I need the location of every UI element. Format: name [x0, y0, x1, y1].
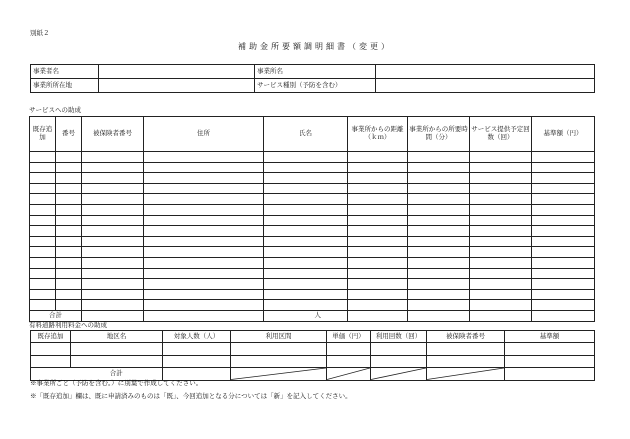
total-cell-amount[interactable] [532, 310, 595, 321]
diagonal-strike-icon [327, 368, 370, 380]
service-cell[interactable] [408, 215, 470, 226]
service-cell[interactable] [408, 194, 470, 205]
header-address: 住所 [144, 117, 264, 152]
service-cell[interactable] [532, 247, 595, 258]
service-cell[interactable] [144, 173, 264, 184]
service-cell[interactable] [470, 279, 532, 290]
header-travel-time: 事業所からの所要時間（分） [408, 117, 470, 152]
service-cell[interactable] [56, 300, 82, 311]
service-cell[interactable] [56, 279, 82, 290]
service-row [30, 162, 595, 173]
service-row [30, 289, 595, 300]
service-cell[interactable] [264, 300, 348, 311]
toll-road-subsidy-table [30, 330, 595, 381]
service-cell[interactable] [82, 173, 144, 184]
service-type-label: サービス種別（予防を含む） [255, 79, 376, 93]
service-cell[interactable] [532, 300, 595, 311]
road-cell[interactable] [371, 355, 427, 368]
header-number: 番号 [56, 117, 82, 152]
service-cell[interactable] [408, 152, 470, 163]
service-cell[interactable] [532, 204, 595, 215]
service-cell[interactable] [348, 236, 408, 247]
info-row-location [31, 79, 595, 93]
service-cell[interactable] [532, 183, 595, 194]
service-cell[interactable] [82, 162, 144, 173]
office-address-field[interactable] [99, 79, 255, 93]
service-cell[interactable] [56, 194, 82, 205]
service-row [30, 194, 595, 205]
total-cell-address [144, 310, 264, 321]
service-cell[interactable] [408, 236, 470, 247]
service-cell[interactable] [144, 247, 264, 258]
road-header-area: 地区名 [71, 331, 163, 343]
service-cell[interactable] [264, 226, 348, 237]
service-row [30, 183, 595, 194]
road-total-count-void [371, 368, 427, 381]
road-row [31, 355, 595, 368]
service-cell[interactable] [532, 226, 595, 237]
road-cell[interactable] [427, 355, 505, 368]
service-cell[interactable] [264, 162, 348, 173]
service-row [30, 247, 595, 258]
service-cell[interactable] [82, 236, 144, 247]
service-cell[interactable] [470, 268, 532, 279]
service-cell[interactable] [264, 289, 348, 300]
service-cell[interactable] [264, 152, 348, 163]
service-cell[interactable] [532, 257, 595, 268]
service-cell[interactable] [82, 215, 144, 226]
service-cell[interactable] [408, 268, 470, 279]
service-cell[interactable] [82, 300, 144, 311]
info-row-business [31, 65, 595, 79]
service-cell[interactable] [470, 247, 532, 258]
service-cell[interactable] [30, 194, 56, 205]
service-cell[interactable] [82, 257, 144, 268]
service-cell[interactable] [56, 215, 82, 226]
service-cell[interactable] [408, 162, 470, 173]
header-base-amount: 基準額（円） [532, 117, 595, 152]
service-cell[interactable] [348, 247, 408, 258]
service-cell[interactable] [30, 268, 56, 279]
service-cell[interactable] [30, 247, 56, 258]
service-cell[interactable] [30, 215, 56, 226]
road-cell[interactable] [231, 355, 327, 368]
service-cell[interactable] [144, 226, 264, 237]
service-row [30, 215, 595, 226]
service-cell[interactable] [264, 183, 348, 194]
service-cell[interactable] [30, 173, 56, 184]
road-cell[interactable] [505, 355, 595, 368]
service-cell[interactable] [56, 152, 82, 163]
service-row [30, 300, 595, 311]
header-distance: 事業所からの距離（ｋｍ） [348, 117, 408, 152]
service-cell[interactable] [30, 183, 56, 194]
service-cell[interactable] [470, 236, 532, 247]
service-cell[interactable] [470, 257, 532, 268]
road-cell[interactable] [427, 343, 505, 356]
service-cell[interactable] [532, 236, 595, 247]
service-cell[interactable] [144, 215, 264, 226]
header-insured-number: 被保険者番号 [82, 117, 144, 152]
service-cell[interactable] [56, 183, 82, 194]
service-row [30, 173, 595, 184]
service-type-field[interactable] [376, 79, 595, 93]
header-name: 氏名 [264, 117, 348, 152]
road-cell[interactable] [31, 355, 71, 368]
service-row [30, 268, 595, 279]
road-cell[interactable] [327, 343, 371, 356]
total-cell-time [408, 310, 470, 321]
service-cell[interactable] [82, 247, 144, 258]
service-cell[interactable] [408, 204, 470, 215]
service-cell[interactable] [348, 289, 408, 300]
service-cell[interactable] [532, 152, 595, 163]
service-cell[interactable] [348, 257, 408, 268]
service-cell[interactable] [56, 236, 82, 247]
service-cell[interactable] [144, 204, 264, 215]
service-cell[interactable] [56, 162, 82, 173]
service-cell[interactable] [82, 183, 144, 194]
service-cell[interactable] [56, 247, 82, 258]
service-cell[interactable] [144, 279, 264, 290]
document-title: 補助金所要額調明細書（変更） [238, 42, 392, 51]
business-name-label: 事業者名 [31, 65, 99, 79]
road-cell[interactable] [371, 343, 427, 356]
service-cell[interactable] [144, 194, 264, 205]
diagonal-strike-icon [371, 368, 426, 380]
total-cell-insured [82, 310, 144, 321]
service-row [30, 226, 595, 237]
header-planned-count: サービス提供予定回数（回） [470, 117, 532, 152]
service-cell[interactable] [348, 194, 408, 205]
road-cell[interactable] [327, 355, 371, 368]
service-cell[interactable] [144, 152, 264, 163]
road-header-row [31, 331, 595, 343]
service-cell[interactable] [144, 183, 264, 194]
service-cell[interactable] [348, 268, 408, 279]
service-cell[interactable] [348, 152, 408, 163]
service-total-row [30, 310, 595, 321]
service-cell[interactable] [144, 268, 264, 279]
service-cell[interactable] [532, 194, 595, 205]
service-cell[interactable] [470, 204, 532, 215]
service-cell[interactable] [470, 173, 532, 184]
service-cell[interactable] [82, 204, 144, 215]
road-row [31, 343, 595, 356]
road-total-amount[interactable] [505, 368, 595, 381]
service-cell[interactable] [408, 279, 470, 290]
office-address-label: 事業所所在地 [31, 79, 99, 93]
service-cell[interactable] [348, 226, 408, 237]
service-cell[interactable] [348, 183, 408, 194]
service-cell[interactable] [144, 300, 264, 311]
total-person-unit: 人 [264, 310, 348, 321]
service-cell[interactable] [264, 236, 348, 247]
road-header-people: 対象人数（人） [163, 331, 231, 343]
business-info-table [30, 64, 595, 93]
service-cell[interactable] [470, 183, 532, 194]
service-cell[interactable] [348, 300, 408, 311]
service-cell[interactable] [348, 162, 408, 173]
diagonal-strike-icon [427, 368, 504, 380]
service-cell[interactable] [30, 226, 56, 237]
document-label: 別紙２ [30, 29, 50, 37]
service-cell[interactable] [56, 204, 82, 215]
road-cell[interactable] [71, 355, 163, 368]
service-cell[interactable] [30, 257, 56, 268]
service-cell[interactable] [408, 289, 470, 300]
road-cell[interactable] [163, 343, 231, 356]
service-cell[interactable] [264, 257, 348, 268]
service-cell[interactable] [82, 289, 144, 300]
service-cell[interactable] [470, 215, 532, 226]
service-cell[interactable] [470, 226, 532, 237]
road-total-insured-void [427, 368, 505, 381]
road-header-interval: 利用区間 [231, 331, 327, 343]
service-cell[interactable] [532, 215, 595, 226]
total-cell-count [470, 310, 532, 321]
service-cell[interactable] [264, 215, 348, 226]
service-cell[interactable] [532, 268, 595, 279]
road-header-unit-price: 単価（円） [327, 331, 371, 343]
service-cell[interactable] [144, 257, 264, 268]
service-cell[interactable] [56, 268, 82, 279]
service-cell[interactable] [56, 289, 82, 300]
service-cell[interactable] [532, 173, 595, 184]
road-cell[interactable] [505, 343, 595, 356]
road-section-title: 有料道路利用料金への助成 [29, 321, 107, 329]
service-cell[interactable] [82, 279, 144, 290]
service-cell[interactable] [82, 226, 144, 237]
service-cell[interactable] [532, 289, 595, 300]
road-total-interval-void [231, 368, 327, 381]
service-cell[interactable] [408, 257, 470, 268]
road-cell[interactable] [71, 343, 163, 356]
service-section-title: サービスへの助成 [29, 106, 81, 114]
service-cell[interactable] [30, 300, 56, 311]
service-header-row [30, 117, 595, 152]
service-row [30, 257, 595, 268]
footnote-existing-new: ※「既存追加」欄は、既に申請済みのものは「既」、今回追加となる分については「新」を記入してください。 [30, 392, 352, 400]
service-cell[interactable] [264, 279, 348, 290]
service-row [30, 152, 595, 163]
service-cell[interactable] [532, 279, 595, 290]
service-cell[interactable] [408, 300, 470, 311]
service-cell[interactable] [470, 162, 532, 173]
road-cell[interactable] [163, 355, 231, 368]
service-cell[interactable] [144, 162, 264, 173]
road-total-label: 合計 [71, 368, 163, 381]
service-cell[interactable] [408, 247, 470, 258]
service-cell[interactable] [470, 300, 532, 311]
service-row [30, 204, 595, 215]
service-cell[interactable] [408, 173, 470, 184]
service-cell[interactable] [470, 152, 532, 163]
service-cell[interactable] [144, 236, 264, 247]
service-subsidy-table [29, 116, 595, 322]
service-cell[interactable] [408, 183, 470, 194]
service-cell[interactable] [30, 204, 56, 215]
service-cell[interactable] [56, 257, 82, 268]
service-cell[interactable] [30, 279, 56, 290]
service-cell[interactable] [144, 289, 264, 300]
service-cell[interactable] [264, 268, 348, 279]
service-cell[interactable] [264, 204, 348, 215]
service-cell[interactable] [30, 236, 56, 247]
service-cell[interactable] [264, 173, 348, 184]
road-header-use-count: 利用回数（回） [371, 331, 427, 343]
service-cell[interactable] [264, 247, 348, 258]
service-cell[interactable] [30, 152, 56, 163]
service-cell[interactable] [532, 162, 595, 173]
service-cell[interactable] [348, 279, 408, 290]
footnote-separate-sheet: ※事業所ごと（予防を含む。）に別葉で作成してください。 [30, 379, 203, 387]
road-header-insured-number: 被保険者番号 [427, 331, 505, 343]
header-existing-new: 既存追加 [30, 117, 56, 152]
office-name-label: 事業所名 [255, 65, 376, 79]
business-name-field[interactable] [99, 65, 255, 79]
service-cell[interactable] [264, 194, 348, 205]
total-cell-distance [348, 310, 408, 321]
service-cell[interactable] [56, 173, 82, 184]
service-cell[interactable] [470, 194, 532, 205]
service-cell[interactable] [348, 173, 408, 184]
service-row [30, 279, 595, 290]
service-cell[interactable] [348, 204, 408, 215]
road-cell[interactable] [31, 343, 71, 356]
service-cell[interactable] [82, 268, 144, 279]
road-header-base-amount: 基準額 [505, 331, 595, 343]
service-cell[interactable] [348, 215, 408, 226]
service-cell[interactable] [30, 289, 56, 300]
office-name-field[interactable] [376, 65, 595, 79]
service-cell[interactable] [82, 194, 144, 205]
service-cell[interactable] [56, 226, 82, 237]
road-total-price-void [327, 368, 371, 381]
service-cell[interactable] [30, 162, 56, 173]
service-cell[interactable] [470, 289, 532, 300]
service-cell[interactable] [82, 152, 144, 163]
service-row [30, 236, 595, 247]
diagonal-strike-icon [231, 368, 326, 380]
road-header-existing-new: 既存追加 [31, 331, 71, 343]
service-cell[interactable] [408, 226, 470, 237]
service-total-label: 合計 [30, 310, 82, 321]
road-cell[interactable] [231, 343, 327, 356]
